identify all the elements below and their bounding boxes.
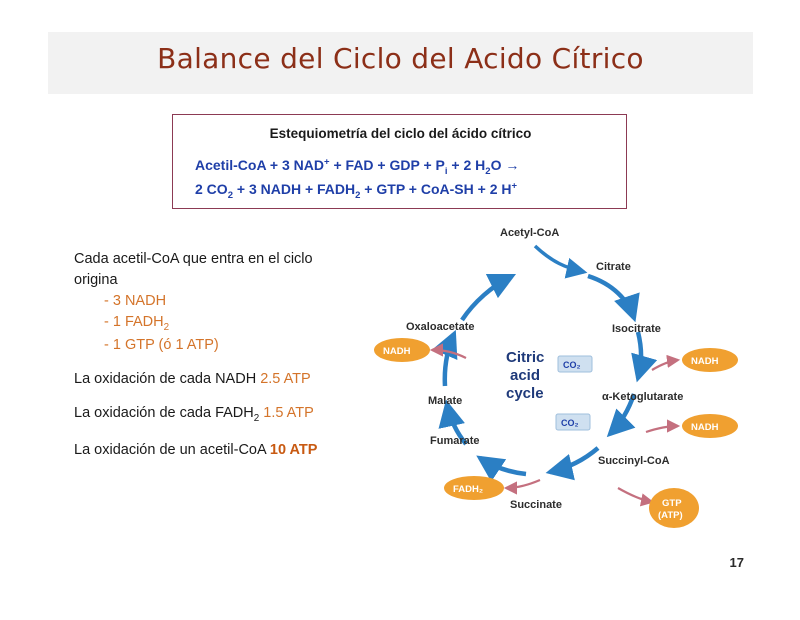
summary-yield-fadh2: - 1 $FADH_2$ — [104, 313, 170, 333]
pill-label-gtp: GTP — [662, 498, 682, 509]
diagram-label-alpha-ketoglutarate: α-Ketoglutarate — [602, 391, 684, 403]
pill-label-fadh2: FADH₂ — [453, 484, 484, 495]
stoichiometry-box — [172, 114, 627, 209]
co2-label-1: CO₂ — [563, 360, 581, 370]
pill-label-nadh-oxaloacetate: NADH — [383, 346, 411, 357]
diagram-label-malate: Malate — [428, 395, 463, 407]
stoichiometry-equation-line1: Acetil-CoA + 3 NAD+ + FAD + GDP + $P_i + 2$ $H_2O$ → — [195, 156, 520, 177]
pill-label-atp: (ATP) — [658, 510, 683, 521]
co2-label-2: CO₂ — [561, 418, 579, 428]
summary-yield-gtp: - 1 GTP (ó 1 ATP) — [104, 337, 219, 354]
diagram-center-line3: cycle — [506, 385, 544, 402]
stoichiometry-equation-line2: 2 $CO_2 + 3$ NADH + $FADH_2$ + GTP + CoA-SH + 2 H+ — [195, 179, 518, 201]
summary-nadh-atp: La oxidación de cada NADH 2.5 ATP — [74, 371, 311, 388]
summary-nadh-atp-value: 2.5 ATP — [260, 371, 311, 388]
summary-text-block — [74, 250, 404, 461]
spacer — [74, 428, 404, 441]
summary-total-atp-value: 10 ATP — [269, 441, 318, 458]
summary-intro-line2: origina — [74, 271, 118, 288]
summary-total-atp: La oxidación de un acetil-CoA 10 ATP — [74, 441, 318, 458]
page-title: Balance del Ciclo del Acido Cítrico — [157, 42, 644, 75]
diagram-label-succinate: Succinate — [510, 499, 562, 511]
diagram-label-fumarate: Fumarate — [430, 435, 480, 447]
spacer — [74, 391, 404, 404]
diagram-center-line1: Citric — [506, 349, 545, 366]
pill-label-nadh-ketoglutarate: NADH — [691, 422, 719, 433]
summary-fadh2-atp: La oxidación de cada $FADH_2$ 1.5 ATP — [74, 404, 314, 424]
stoichiometry-equation — [195, 155, 615, 202]
diagram-label-acetyl-coa: Acetyl-CoA — [500, 227, 560, 239]
citric-acid-cycle-diagram — [370, 218, 770, 548]
diagram-label-succinyl-coa: Succinyl-CoA — [598, 455, 670, 467]
summary-fadh2-atp-value: 1.5 ATP — [263, 404, 314, 421]
diagram-label-isocitrate: Isocitrate — [612, 323, 661, 335]
page-number: 17 — [729, 555, 744, 570]
stoichiometry-title: Estequiometría del ciclo del ácido cítrico — [269, 126, 532, 141]
diagram-label-citrate: Citrate — [596, 261, 631, 273]
diagram-label-oxaloacetate: Oxaloacetate — [406, 321, 475, 333]
pill-label-nadh-isocitrate: NADH — [691, 356, 719, 367]
summary-yield-nadh: - 3 NADH — [104, 292, 167, 309]
summary-intro-line1: Cada acetil-CoA que entra en el ciclo — [74, 251, 313, 267]
diagram-center-line2: acid — [510, 367, 541, 384]
spacer — [74, 357, 404, 370]
